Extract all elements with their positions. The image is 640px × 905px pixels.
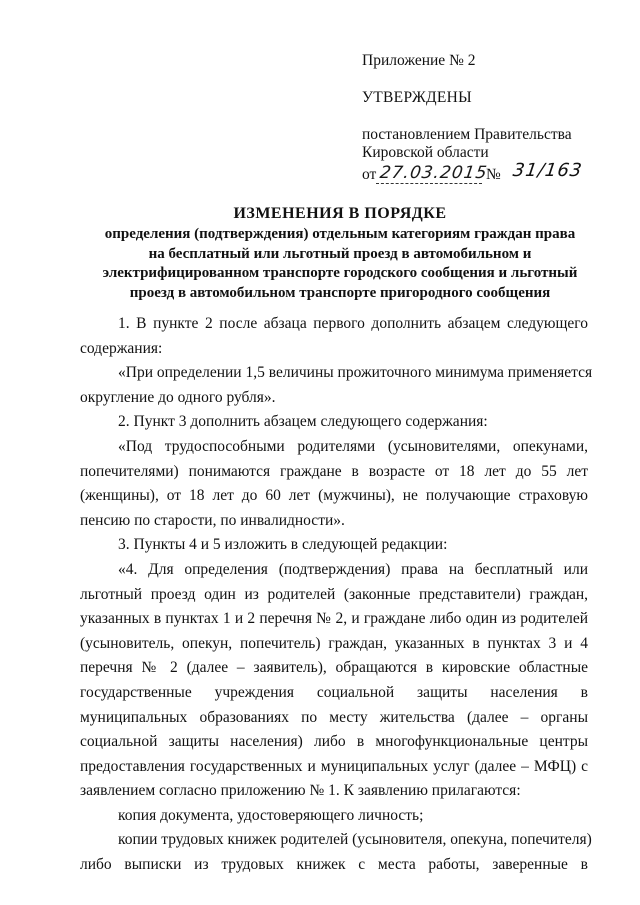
body-line: государственные учреждения социальной защиты населения в bbox=[80, 683, 588, 701]
body-line: указанных в пунктах 1 и 2 перечня № 2, и граждане либо один из родителей bbox=[80, 610, 588, 628]
approval-block bbox=[362, 52, 622, 186]
title-subline: проезд в автомобильном транспорте пригородного сообщения bbox=[129, 284, 551, 301]
body-line: льготный проезд один из родителей (законные представители) граждан, bbox=[80, 585, 588, 603]
approval-line-1: постановлением Правительства bbox=[362, 126, 572, 143]
body-line: либо выписки из трудовых книжек с места работы, заверенные в bbox=[80, 856, 588, 874]
body-line: перечня № 2 (далее – заявитель), обращаются в кировские областные bbox=[80, 659, 588, 677]
body-line: содержания: bbox=[80, 339, 163, 357]
body-line: муниципальных образованиях по месту жительства (далее – органы bbox=[80, 708, 588, 726]
document-title: ИЗМЕНЕНИЯ В ПОРЯДКЕ bbox=[233, 205, 447, 222]
body-line: 3. Пункты 4 и 5 изложить в следующей редакции: bbox=[118, 536, 448, 554]
title-subline: на бесплатный или льготный проезд в автомобильном и bbox=[148, 245, 532, 262]
body-line: «4. Для определения (подтверждения) права на бесплатный или bbox=[118, 560, 588, 578]
body-line: заявлением согласно приложению № 1. К заявлению прилагаются: bbox=[80, 782, 521, 800]
document-body bbox=[80, 312, 593, 878]
approval-line-2: Кировской области bbox=[362, 144, 489, 161]
number-sign: № bbox=[486, 166, 501, 183]
body-line: копия документа, удостоверяющего личность; bbox=[118, 806, 424, 824]
handwritten-date: 27.03.2015 bbox=[378, 163, 489, 183]
body-line: попечителями) понимаются граждане в возрасте от 18 лет до 55 лет bbox=[80, 462, 588, 480]
approval-date-number-row bbox=[362, 160, 622, 186]
body-line: копии трудовых книжек родителей (усыновителя, опекуна, попечителя) bbox=[118, 831, 592, 849]
body-line: округление до одного рубля». bbox=[80, 388, 276, 406]
body-line: «Под трудоспособными родителями (усыновителями, опекунами, bbox=[118, 437, 588, 455]
body-line: пенсию по старости, по инвалидности». bbox=[80, 511, 345, 529]
body-line: 2. Пункт 3 дополнить абзацем следующего содержания: bbox=[118, 413, 488, 431]
title-subline: определения (подтверждения) отдельным категориям граждан права bbox=[104, 226, 576, 242]
date-underline bbox=[376, 183, 482, 184]
approved-label: УТВЕРЖДЕНЫ bbox=[362, 89, 472, 106]
body-line: (женщины), от 18 лет до 60 лет (мужчины), не получающие страховую bbox=[80, 487, 588, 505]
body-line: предоставления государственных и муниципальных услуг (далее – МФЦ) с bbox=[80, 757, 588, 775]
body-line: «При определении 1,5 величины прожиточного минимума применяется bbox=[118, 364, 593, 382]
title-subline: электрифицированном транспорте городского сообщения и льготный bbox=[102, 265, 578, 281]
body-line: социальной защиты населения) либо в многофункциональные центры bbox=[80, 733, 588, 751]
body-line: 1. В пункте 2 после абзаца первого дополнить абзацем следующего bbox=[118, 315, 588, 332]
date-prefix: от bbox=[362, 166, 377, 183]
annex-label: Приложение № 2 bbox=[362, 52, 476, 69]
handwritten-number: 31/163 bbox=[511, 160, 584, 181]
document-title-block bbox=[80, 204, 600, 303]
body-line: (усыновитель, опекун, попечитель) граждан, указанных в пунктах 3 и 4 bbox=[80, 634, 588, 652]
